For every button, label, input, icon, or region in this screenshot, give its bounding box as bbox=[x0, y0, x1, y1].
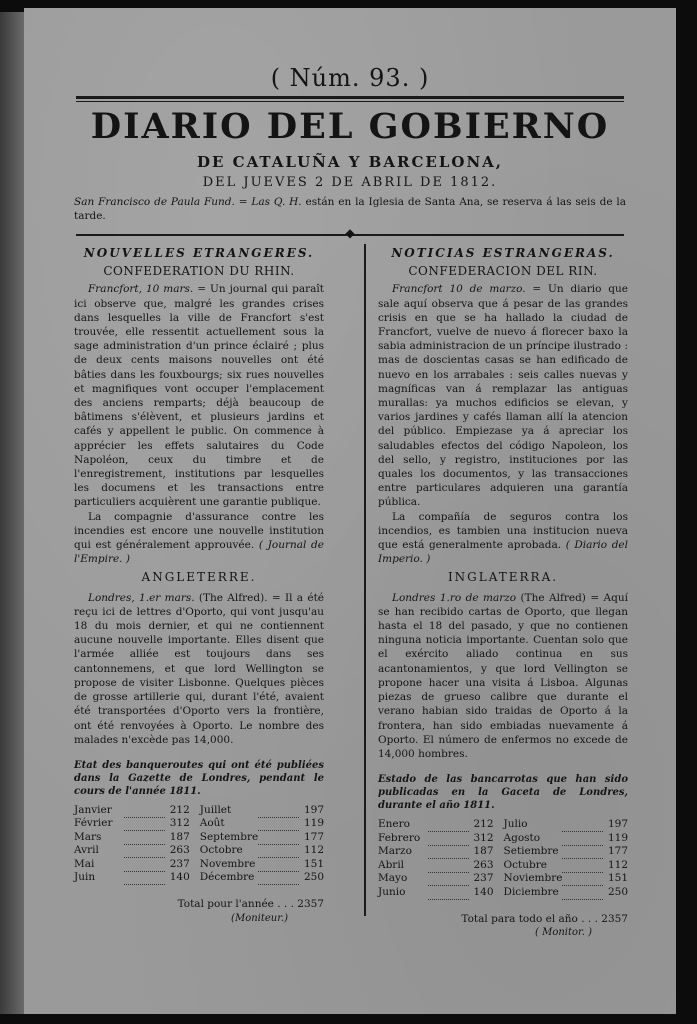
month-count: 187 bbox=[169, 830, 190, 843]
month-name: Febrero bbox=[378, 831, 421, 844]
month-name: Setiembre bbox=[503, 845, 559, 858]
table-row bbox=[378, 859, 628, 873]
month-name: Noviembre bbox=[503, 872, 563, 885]
dot-leader bbox=[562, 872, 603, 886]
dot-leader bbox=[428, 832, 469, 846]
table-row bbox=[378, 845, 628, 859]
dateline-lead: Francfort, 10 mars. = bbox=[88, 283, 207, 296]
month-name: Junio bbox=[378, 885, 406, 898]
subheading: CONFEDERACION DEL RIN. bbox=[408, 264, 598, 279]
month-count: 177 bbox=[303, 830, 324, 843]
month-count: 177 bbox=[607, 845, 628, 858]
month-count: 263 bbox=[473, 858, 494, 871]
dot-leader bbox=[562, 886, 603, 900]
article-paragraph bbox=[74, 591, 324, 747]
month-name: Février bbox=[74, 817, 113, 830]
spacer bbox=[190, 871, 200, 885]
month-count: 212 bbox=[169, 803, 190, 816]
total-label: Total pour l'année bbox=[177, 898, 274, 911]
table-row bbox=[74, 831, 324, 845]
dot-leader bbox=[258, 817, 299, 831]
dot-leader bbox=[428, 886, 469, 900]
table-row bbox=[378, 832, 628, 846]
article-text: (The Alfred). = Il a été reçu ici de lettres d'Oporto, qui vont jusqu'au 18 du mois dernier, et qui ne contiennent aucune nouvelle importante. Elles disent que l'armée alliée est toujours dans ses cantonnemens, et que lord Wellington se propose de visiter Lisbonne. Quelques pièces de grosse artillerie qui, durant l'été, avaient été transportées d'Oporto vers la frontière, ont été renvoyées à Oporto. Le nombre des malades n'excède pas 14,000. bbox=[74, 591, 324, 746]
dot-leader bbox=[428, 818, 469, 832]
dot-leader bbox=[428, 859, 469, 873]
table-source: ( Monitor. ) bbox=[535, 926, 592, 938]
table-row bbox=[74, 817, 324, 831]
dot-leader bbox=[124, 817, 165, 831]
month-count: 312 bbox=[473, 831, 494, 844]
spacer bbox=[190, 858, 200, 872]
month-name: Juillet bbox=[199, 803, 232, 816]
spanish-column bbox=[378, 244, 628, 940]
spacer bbox=[494, 859, 504, 873]
church-notice bbox=[74, 195, 626, 223]
spacer bbox=[190, 831, 200, 845]
month-name: Agosto bbox=[503, 831, 541, 844]
table-row bbox=[74, 844, 324, 858]
subheading: ANGLETERRE. bbox=[141, 570, 257, 585]
month-name: Mayo bbox=[378, 872, 408, 885]
month-count: 140 bbox=[473, 885, 494, 898]
article-text: (The Alfred) = Aquí se han recibido cartas de Oporto, que llegan hasta el 18 del pasado, y que no contienen ninguna noticia importante. Cuentan solo que el exército aliado continua en sus acantonamientos, y que lord Vellington se propone hacer una visita á Lisboa. Algunas piezas de grueso calibre que durante el verano habian sido traidas de Oporto á la frontera, han sido embiadas nuevamente á Oporto. El número de enfermos no excede de 14,000 hombres. bbox=[378, 591, 628, 760]
table-row bbox=[378, 886, 628, 900]
table-source: (Moniteur.) bbox=[231, 912, 288, 924]
article-text: La compañía de seguros contra los incendios, es tambien una institucion nueva que está generalmente aprobada. bbox=[378, 510, 628, 552]
month-count: 151 bbox=[303, 857, 324, 870]
table-row bbox=[74, 871, 324, 885]
dot-leader bbox=[258, 804, 299, 818]
dot-leader bbox=[124, 831, 165, 845]
month-name: Octobre bbox=[199, 844, 243, 857]
notice-text: están en la Iglesia de Santa Ana, se reserva á las seis de la tarde. bbox=[74, 196, 627, 222]
spacer bbox=[494, 872, 504, 886]
month-count: 119 bbox=[607, 831, 628, 844]
notice-italic: San Francisco de Paula Fund. = Las Q. H. bbox=[74, 196, 302, 208]
stats-heading: Estado de las bancarrotas que han sido publicadas en la Gaceta de Londres, durante el año 1811. bbox=[378, 774, 628, 812]
month-count: 250 bbox=[303, 871, 324, 884]
dateline-lead: Londres, 1.er mars. bbox=[88, 591, 195, 604]
month-count: 250 bbox=[607, 885, 628, 898]
column-divider bbox=[364, 244, 366, 916]
month-name: Marzo bbox=[378, 845, 412, 858]
month-name: Octubre bbox=[503, 858, 547, 871]
dot-leader bbox=[124, 858, 165, 872]
masthead-title: DIARIO DEL GOBIERNO bbox=[90, 106, 610, 147]
month-name: Août bbox=[199, 817, 225, 830]
spacer bbox=[494, 818, 504, 832]
header-rule-thin bbox=[76, 101, 624, 102]
dateline: DEL JUEVES 2 DE ABRIL DE 1812. bbox=[202, 175, 498, 190]
month-count: 197 bbox=[303, 803, 324, 816]
month-count: 119 bbox=[303, 817, 324, 830]
article-text: Un diario que sale aquí observa que á pesar de las grandes crisis en que se ha hallado la ciudad de Francfort, vuelve de nuevo á florecer baxo la sabia administracion de un príncipe ilustrado : mas de doscientas casas se han edificado de nuevo en los arrabales : seis calles nuevas y magníficas van á remplazar las antiguas murallas: ya muchos edificios se elevan, y varios jardines y cafés llaman allí la atencion del público. Empiezase ya á apreciar los saludables efectos del código Napoleon, los del sello, y registro, instituciones por las quales los documentos, y las transacciones entre particulares adquieren una garantía pública. bbox=[378, 283, 628, 509]
total-line: Total pour l'année . . . 2357 bbox=[177, 898, 324, 911]
issue-number: ( Núm. 93. ) bbox=[270, 64, 430, 92]
dot-leader bbox=[428, 845, 469, 859]
dateline-lead: Francfort 10 de marzo. = bbox=[392, 283, 542, 296]
month-name: Décembre bbox=[199, 871, 255, 884]
spacer bbox=[190, 804, 200, 818]
spacer bbox=[494, 845, 504, 859]
month-count: 151 bbox=[607, 872, 628, 885]
divider-ornament: ◆ bbox=[345, 226, 355, 240]
month-name: Abril bbox=[378, 858, 405, 871]
dot-leader bbox=[258, 858, 299, 872]
table-row bbox=[74, 858, 324, 872]
article-source: ( Diario del Imperio. ) bbox=[378, 539, 628, 566]
month-name: Mars bbox=[74, 830, 102, 843]
month-count: 197 bbox=[607, 818, 628, 831]
bankruptcy-table bbox=[378, 818, 628, 900]
subheading: CONFEDERATION DU RHIN. bbox=[103, 264, 295, 279]
dot-leader bbox=[258, 871, 299, 885]
masthead-subtitle: DE CATALUÑA Y BARCELONA, bbox=[196, 153, 504, 171]
dot-leader bbox=[124, 844, 165, 858]
month-name: Julio bbox=[503, 818, 528, 831]
book-fold bbox=[0, 12, 24, 1014]
header-rule bbox=[76, 96, 624, 99]
month-count: 187 bbox=[473, 845, 494, 858]
spacer bbox=[494, 886, 504, 900]
dot-leader bbox=[258, 831, 299, 845]
month-name: Novembre bbox=[199, 857, 256, 870]
article-source: ( Journal de l'Empire. ) bbox=[74, 539, 324, 566]
dot-leader bbox=[562, 845, 603, 859]
dateline-lead: Londres 1.ro de marzo bbox=[392, 591, 517, 604]
article-paragraph bbox=[378, 591, 628, 761]
article-text: La compagnie d'assurance contre les incendies est encore une nouvelle institution qui est généralement approuvée. bbox=[74, 510, 324, 552]
dot-leader bbox=[124, 804, 165, 818]
dot-leader bbox=[562, 818, 603, 832]
month-name: Janvier bbox=[74, 803, 112, 816]
section-heading: NOTICIAS ESTRANGERAS. bbox=[391, 246, 615, 260]
spacer bbox=[494, 832, 504, 846]
month-name: Septembre bbox=[199, 830, 259, 843]
table-row bbox=[378, 872, 628, 886]
month-count: 112 bbox=[607, 858, 628, 871]
total-value: 2357 bbox=[297, 898, 324, 911]
bankruptcy-table bbox=[74, 804, 324, 886]
newspaper-page bbox=[24, 8, 676, 1014]
total-label: Total para todo el año bbox=[461, 912, 578, 925]
spacer bbox=[190, 817, 200, 831]
month-count: 237 bbox=[473, 872, 494, 885]
month-count: 112 bbox=[303, 844, 324, 857]
article-text: Un journal qui paraît ici observe que, malgré les grandes crises dans lesquelles la ville de Francfort s'est trouvée, elle ressentit actuellement sous la sage administration d'un prince éclairé ; plus de deux cents maisons nouvelles ont été bâties dans les fouxbourgs; six rues nouvelles et magnifiques vont occuper l'emplacement des anciens remparts; déjà beaucoup de bâtimens s'élèvent, et plusieurs jardins et cafés y appellent le public. On commence à apprécier les effets salutaires du Code Napoléon, ceux du timbre et de l'enregistrement, institutions par lesquelles les documens et les transactions entre particuliers acquièrent une garantie publique. bbox=[74, 283, 324, 509]
stats-heading: Etat des banqueroutes qui ont été publiées dans la Gazette de Londres, pendant le cours de l'année 1811. bbox=[74, 759, 324, 797]
month-count: 237 bbox=[169, 857, 190, 870]
subheading: INGLATERRA. bbox=[447, 570, 559, 585]
article-paragraph bbox=[378, 510, 628, 567]
month-count: 140 bbox=[169, 871, 190, 884]
section-heading: NOUVELLES ETRANGERES. bbox=[83, 246, 315, 260]
month-name: Enero bbox=[378, 818, 410, 831]
month-name: Avril bbox=[74, 844, 99, 857]
dot-leader bbox=[124, 871, 165, 885]
dot-leader bbox=[562, 832, 603, 846]
article-paragraph bbox=[74, 282, 324, 509]
month-count: 212 bbox=[473, 818, 494, 831]
article-paragraph bbox=[378, 282, 628, 509]
spacer bbox=[190, 844, 200, 858]
total-value: 2357 bbox=[601, 912, 628, 925]
total-line: Total para todo el año . . . 2357 bbox=[461, 912, 628, 925]
dot-leader bbox=[562, 859, 603, 873]
month-count: 312 bbox=[169, 817, 190, 830]
month-name: Juin bbox=[74, 871, 96, 884]
french-column bbox=[74, 244, 324, 926]
table-row bbox=[74, 804, 324, 818]
month-name: Diciembre bbox=[503, 885, 559, 898]
table-row bbox=[378, 818, 628, 832]
month-count: 263 bbox=[169, 844, 190, 857]
dot-leader bbox=[428, 872, 469, 886]
dot-leader bbox=[258, 844, 299, 858]
month-name: Mai bbox=[74, 857, 95, 870]
article-paragraph bbox=[74, 510, 324, 567]
